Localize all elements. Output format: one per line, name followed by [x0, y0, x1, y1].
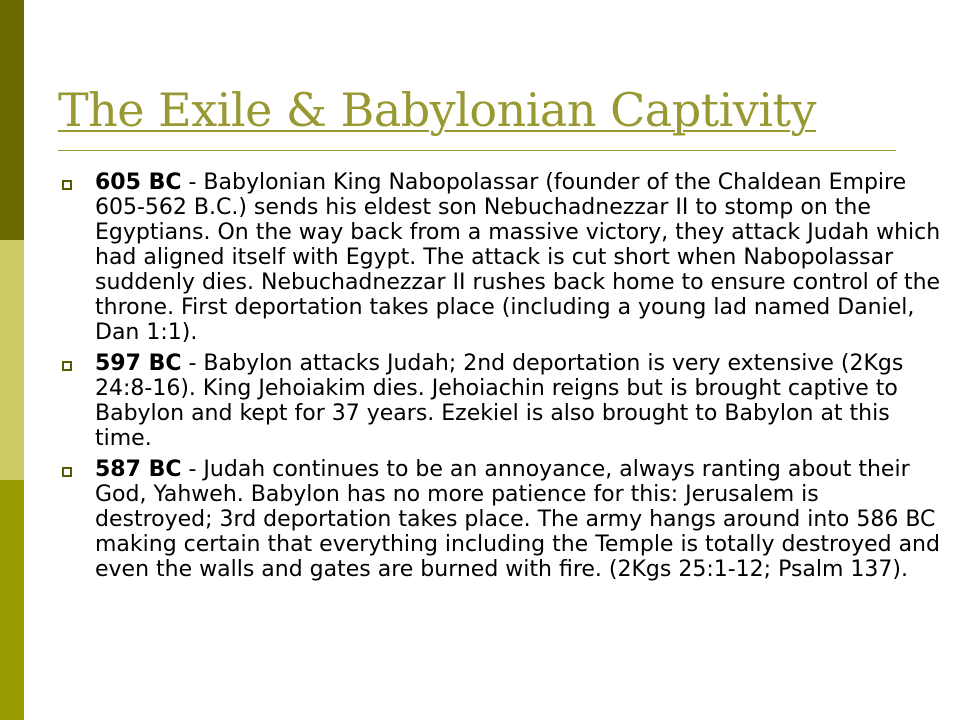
bullet-body: - Judah continues to be an annoyance, always ranting about their God, Yahweh. Babylon has no more patience for this: Jerusalem is destroyed; 3rd deportation takes place. The army hangs around into 586 BC making certain that everything including the Temple is totally destroyed and even the walls and gates are burned with fire. (2Kgs 25:1-12; Psalm 137).	[95, 457, 940, 582]
bullet-body: - Babylon attacks Judah; 2nd deportation is very extensive (2Kgs 24:8-16). King Jehoiakim dies. Jehoiachin reigns but is brought captive to Babylon and kept for 37 years. Ezekiel is also brought to Babylon at this time.	[95, 351, 904, 451]
bullet-year: 605 BC	[95, 170, 182, 195]
list-item	[62, 170, 942, 345]
bullet-text	[95, 457, 942, 582]
bullet-text	[95, 170, 942, 345]
hollow-square-icon	[62, 361, 72, 371]
bullet-body: - Babylonian King Nabopolassar (founder of the Chaldean Empire 605-562 B.C.) sends his eldest son Nebuchadnezzar II to stomp on the Egyptians. On the way back from a massive victory, they attack Judah which had aligned itself with Egypt. The attack is cut short when Nabopolassar suddenly dies. Nebuchadnezzar II rushes back home to ensure control of the throne. First deportation takes place (including a young lad named Daniel, Dan 1:1).	[95, 170, 941, 345]
list-item	[62, 351, 942, 451]
sidebar-bar-top	[0, 0, 24, 240]
bullet-year: 587 BC	[95, 457, 182, 482]
hollow-square-icon	[62, 180, 72, 190]
list-item	[62, 457, 942, 582]
slide-title: The Exile & Babylonian Captivity	[58, 83, 817, 137]
sidebar-bar-bottom	[0, 480, 24, 720]
sidebar-bar-middle	[0, 240, 24, 480]
sidebar-decoration	[0, 0, 24, 720]
bullet-list	[62, 170, 942, 588]
title-divider	[58, 150, 896, 151]
bullet-text	[95, 351, 942, 451]
bullet-year: 597 BC	[95, 351, 182, 376]
hollow-square-icon	[62, 467, 72, 477]
